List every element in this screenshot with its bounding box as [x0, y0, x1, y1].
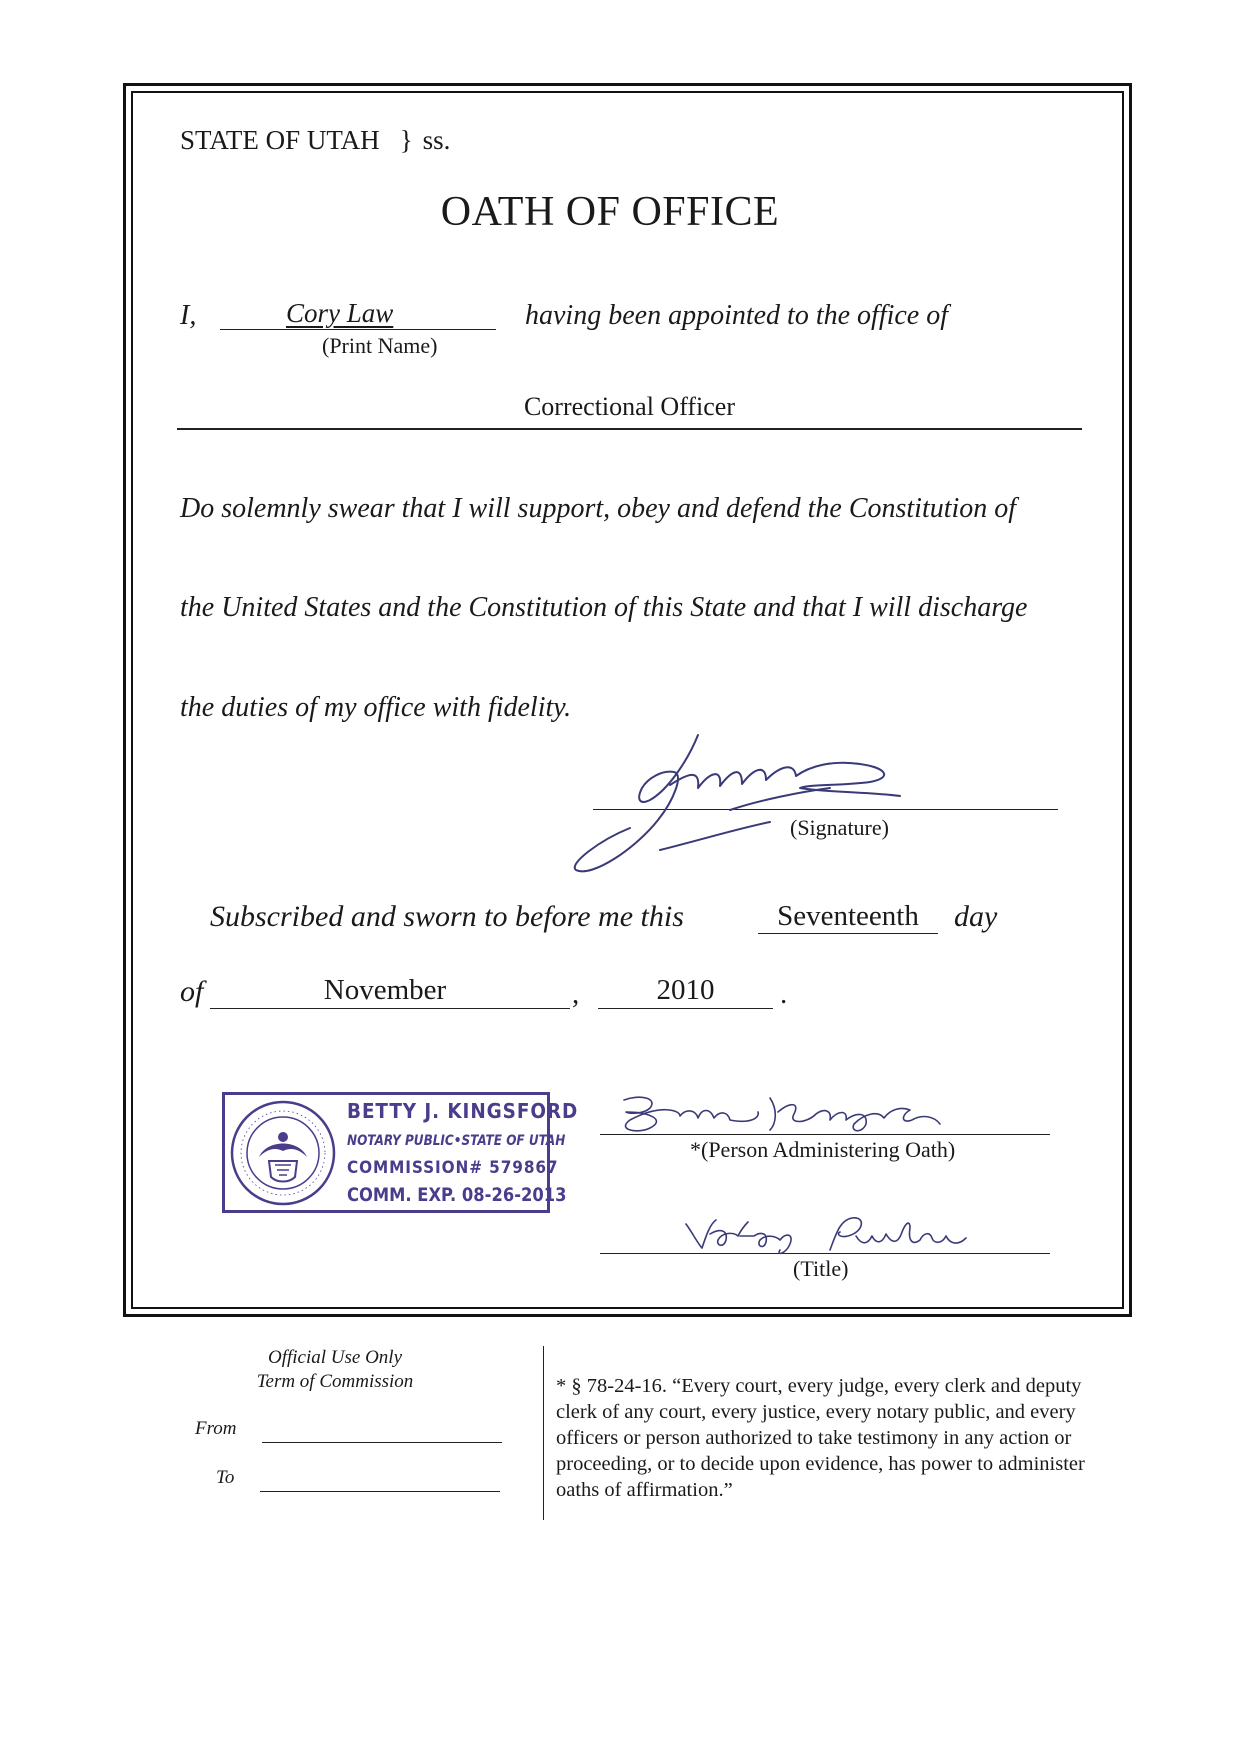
subscribed-text: Subscribed and sworn to before me this — [210, 900, 684, 933]
to-label: To — [216, 1467, 235, 1488]
print-name-label: (Print Name) — [322, 333, 438, 358]
oath-line-1: Do solemnly swear that I will support, obey and defend the Constitution of — [180, 493, 1017, 524]
venue-brace: } — [399, 125, 413, 155]
footer-divider — [543, 1346, 544, 1520]
venue-heading — [180, 125, 450, 156]
date-comma: , — [572, 978, 580, 1010]
day-value[interactable]: Seventeenth — [777, 900, 919, 932]
notary-commission: COMMISSION# 579867 — [347, 1158, 559, 1178]
oath-line-2: the United States and the Constitution of this State and that I will discharge — [180, 592, 1028, 623]
term-of-commission-heading: Term of Commission — [256, 1371, 414, 1392]
from-input-line[interactable] — [262, 1418, 502, 1443]
month-value[interactable]: November — [323, 974, 447, 1006]
of-word: of — [180, 975, 204, 1008]
administering-oath-label: *(Person Administering Oath) — [690, 1137, 956, 1162]
signature-scribble-icon — [570, 730, 990, 880]
administrator-signature-icon — [610, 1090, 1010, 1140]
state-seal-icon — [229, 1099, 337, 1207]
official-use-heading: Official Use Only — [267, 1347, 403, 1368]
print-name-value[interactable]: Cory Law — [286, 298, 394, 328]
oath-line-3: the duties of my office with fidelity. — [180, 692, 572, 723]
signature-label: (Signature) — [790, 815, 889, 840]
title-label: (Title) — [793, 1256, 849, 1281]
official-use-block — [230, 1346, 440, 1394]
notary-stamp — [222, 1092, 579, 1213]
office-value[interactable]: Correctional Officer — [523, 392, 736, 421]
notary-name: BETTY J. KINGSFORD — [347, 1099, 579, 1123]
appointment-prefix: I, — [180, 300, 197, 331]
year-value[interactable]: 2010 — [656, 974, 715, 1006]
state-name: STATE OF UTAH — [180, 125, 380, 155]
notary-expiration: COMM. EXP. 08-26-2013 — [347, 1184, 567, 1206]
notary-title: NOTARY PUBLIC•STATE OF UTAH — [347, 1133, 566, 1149]
title-handwriting-icon — [680, 1210, 1000, 1260]
date-period: . — [780, 978, 788, 1010]
statute-note: * § 78-24-16. “Every court, every judge, every clerk and deputy clerk of any court, every justice, every notary public, and every officers or person authorized to take testimony in any action or proceeding, or to decide upon evidence, has power to administer oaths of affirmation.” — [556, 1375, 1085, 1501]
venue-ss: ss. — [422, 125, 451, 155]
to-input-line[interactable] — [260, 1467, 500, 1492]
document-title: OATH OF OFFICE — [440, 189, 780, 235]
appointment-suffix: having been appointed to the office of — [525, 300, 949, 331]
day-word: day — [954, 900, 998, 933]
from-label: From — [195, 1418, 237, 1439]
